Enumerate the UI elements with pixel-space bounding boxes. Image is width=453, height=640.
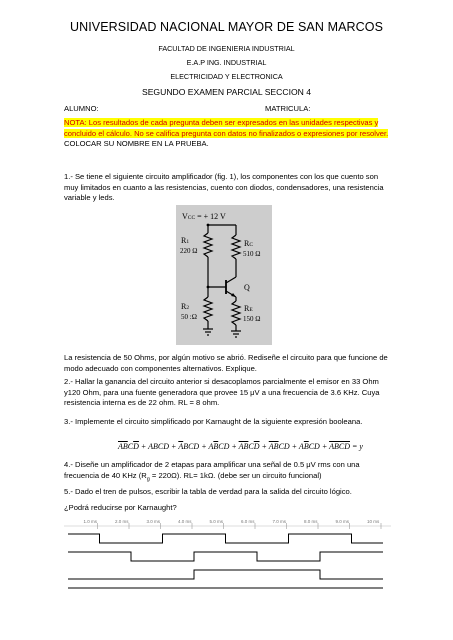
time-label: 10 ms (367, 519, 380, 524)
r2-value: 50 :Ω (181, 313, 197, 321)
time-label: 1.0 ms (83, 519, 98, 524)
question-2: 2.- Hallar la ganancia del circuito anterior si desacoplamos parcialmente el emisor en 33 Ohm y120 Ohm, para una fuente generadora que provee 15 μV a una frecuencia de 3.6 KHz. Cuya resistencia interna es de 22 ohm. RL = 8 ohm. (64, 377, 380, 408)
rc-value: 510 Ω (243, 250, 261, 258)
r1-subscript: 1 (186, 239, 190, 245)
re-value: 150 Ω (243, 315, 261, 323)
vcc-subscript: CC (187, 215, 196, 221)
time-label: 9.0 ms (335, 519, 350, 524)
question-4-text: 4.- Diseñe un amplificador de 2 etapas para amplificar una señal de 0.5 μV rms con una frecuencia de 40 KHz $(R_g = 220\Omega)$. RL= 1kΩ. (debe ser un circuito funcional) (64, 460, 360, 483)
exam-note (64, 118, 394, 150)
r2-subscript: 2 (186, 305, 190, 311)
time-label: 5.0 ms (209, 519, 224, 524)
time-label: 4.0 ms (178, 519, 192, 524)
student-label: ALUMNO: (64, 104, 99, 113)
note-highlight: NOTA: Los resultados de cada pregunta deben ser expresados en las unidades respectivas y concluido el cálculo. No se califica pregunta con datos no finalizados o expresiones por resolver. (64, 118, 389, 138)
pulse-train-diagram (64, 517, 391, 609)
question-5-followup: ¿Podrá reducirse por Karnaught? (64, 503, 177, 512)
transistor-label: Q (244, 283, 250, 292)
question-1: 1.- Se tiene el siguiente circuito amplificador (fig. 1), los componentes con los que cuento son muy limitados en cuanto a las resistencias, cuento con diodos, condensadores, una resistencia variable y leds. (64, 172, 384, 203)
note-instruction: COLOCAR SU NOMBRE EN LA PRUEBA. (64, 139, 209, 149)
time-label: 2.0 ms (115, 519, 129, 524)
faculty-line: FACULTAD DE INGENIERIA INDUSTRIAL (158, 44, 295, 53)
vcc-value: = + 12 V (197, 212, 226, 221)
boolean-expression: $\overline{AB}C\overline{D}$ + ABCD + $\overline{A}BCD + A\overline{B}CD + \overline{AB}C\overline{D} + \overline{AB}CD + A\overline{B}CD$ + ABCD = y (118, 442, 363, 451)
school-line: E.A.P ING. INDUSTRIAL (186, 58, 267, 67)
course-line: ELECTRICIDAD Y ELECTRONICA (170, 72, 283, 81)
question-1-followup: La resistencia de 50 Ohms, por algún motivo se abrió. Rediseñe el circuito para que funcione de modo adecuado con componentes alternativos. Explique. (64, 353, 388, 373)
id-label: MATRICULA: (265, 104, 311, 113)
question-3: 3.- Implemente el circuito simplificado por Karnaught de la siguiente expresión booleana. (64, 417, 363, 426)
vcc-label: V (182, 212, 188, 221)
r1-label: R (181, 236, 187, 245)
university-title: UNIVERSIDAD NACIONAL MAYOR DE SAN MARCOS (69, 20, 384, 34)
time-label: 7.0 ms (272, 519, 287, 524)
question-5: 5.- Dado el tren de pulsos, escribir la tabla de verdad para la salida del circuito lógico. (64, 487, 352, 496)
time-label: 8.0 ms (304, 519, 318, 524)
rc-label: R (244, 239, 250, 248)
r1-value: 220 Ω (180, 247, 198, 255)
re-subscript: E (249, 307, 253, 313)
time-label: 6.0 ms (241, 519, 255, 524)
r2-label: R (181, 302, 187, 311)
re-label: R (244, 304, 250, 313)
exam-title: SEGUNDO EXAMEN PARCIAL SECCION 4 (141, 87, 312, 97)
time-label: 3.0 ms (146, 519, 161, 524)
rc-subscript: C (249, 242, 254, 248)
amplifier-circuit-figure (176, 205, 272, 345)
question-4 (64, 460, 394, 485)
